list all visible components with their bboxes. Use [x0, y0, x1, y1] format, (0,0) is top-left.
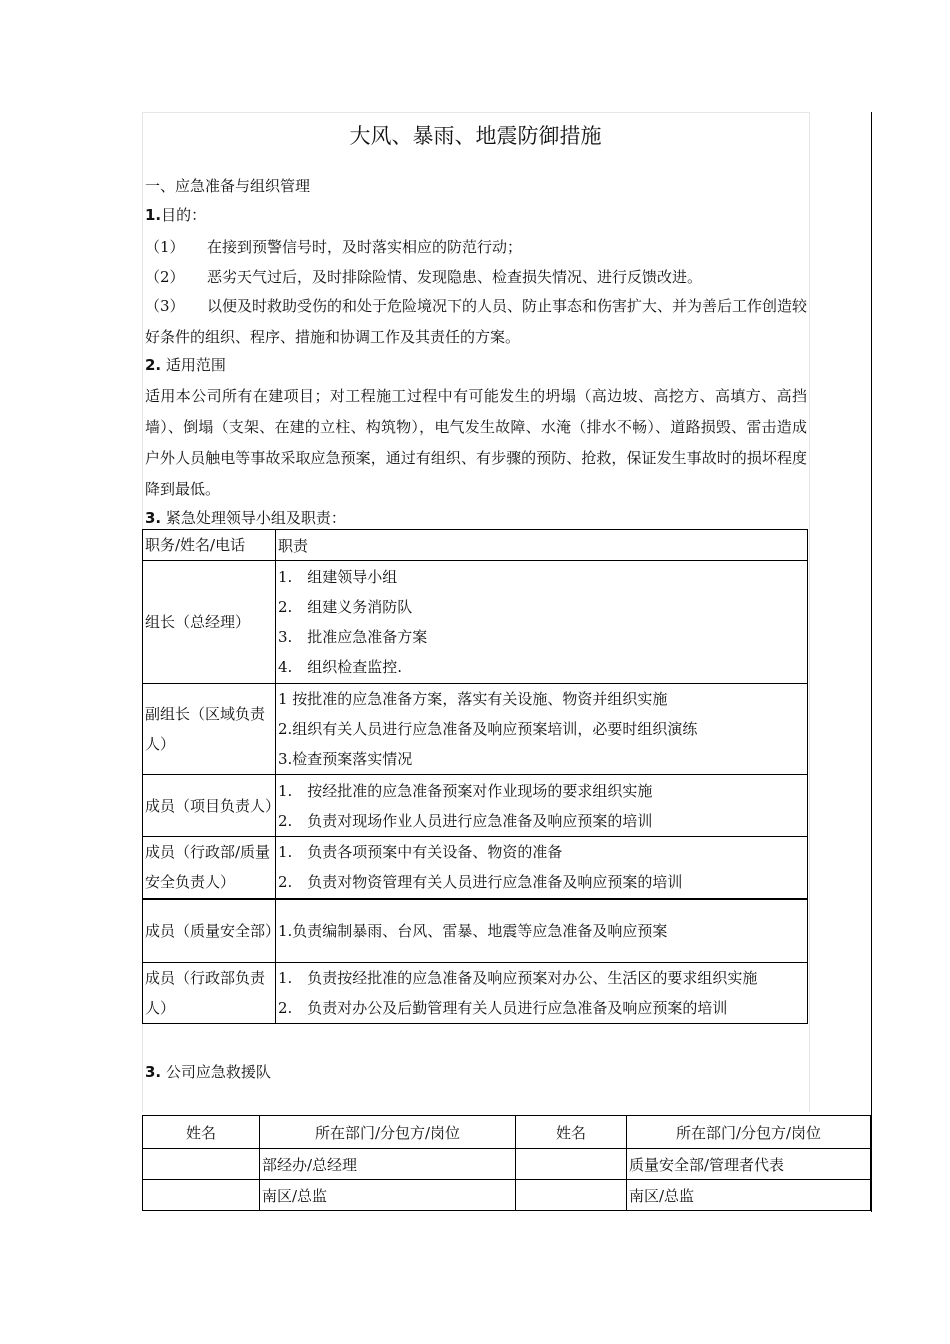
table-header-cell: 姓名: [143, 1116, 260, 1149]
page-edge-line: [871, 112, 872, 1212]
scope-heading: 2. 适用范围: [145, 356, 226, 374]
dept-cell: 南区/总监: [260, 1180, 516, 1211]
duty-item: 3.检查预案落实情况: [278, 750, 413, 768]
purpose-item: （1） 在接到预警信号时，及时落实相应的防范行动；: [145, 238, 523, 256]
leaders-table: [142, 529, 808, 1024]
duties-cell: [276, 775, 808, 837]
duty-item: 4. 组织检查监控.: [278, 658, 403, 676]
table-header-cell: 职责: [276, 530, 808, 561]
page-frame-right: [809, 112, 810, 1112]
role-cell: 成员（质量安全部）: [143, 899, 276, 963]
name-cell: [143, 1149, 260, 1180]
dept-cell: 部经办/总经理: [260, 1149, 516, 1180]
role-cell: 成员（行政部/质量安全负责人）: [143, 837, 276, 899]
duty-item: 1. 负责各项预案中有关设备、物资的准备: [278, 843, 563, 862]
duty-item: 2. 组建义务消防队: [278, 598, 413, 616]
duties-cell: [276, 561, 808, 684]
name-cell: [143, 1180, 260, 1211]
duty-item: 1. 按经批准的应急准备预案对作业现场的要求组织实施: [278, 781, 653, 800]
role-cell: 成员（项目负责人）: [143, 775, 276, 837]
duty-item: 1. 负责按经批准的应急准备及响应预案对办公、生活区的要求组织实施: [278, 969, 758, 987]
role-cell: 成员（行政部负责人）: [143, 963, 276, 1024]
purpose-item: （3） 以便及时救助受伤的和处于危险境况下的人员、防止事态和伤害扩大、并为善后工作创造较好条件的组织、程序、措施和协调工作及其责任的方案。: [145, 297, 808, 346]
dept-cell: 质量安全部/管理者代表: [627, 1149, 871, 1180]
table-row: [143, 561, 808, 684]
table-header-cell: 所在部门/分包方/岗位: [260, 1116, 516, 1149]
table-row: [143, 899, 808, 963]
duty-item: 3. 批准应急准备方案: [278, 628, 428, 646]
role-cell: 组长（总经理）: [143, 561, 276, 684]
table-row: [143, 963, 808, 1024]
table-header-cell: 所在部门/分包方/岗位: [627, 1116, 871, 1149]
team-heading: 3. 公司应急救援队: [145, 1063, 271, 1081]
duty-item: 1. 组建领导小组: [278, 568, 398, 586]
leaders-heading: 3. 紧急处理领导小组及职责：: [145, 509, 346, 527]
purpose-heading: 1.目的：: [145, 206, 207, 224]
duty-item: 2.组织有关人员进行应急准备及响应预案培训，必要时组织演练: [278, 720, 698, 738]
table-header-row: [143, 1116, 871, 1149]
duties-cell: [276, 899, 808, 963]
name-cell: [516, 1149, 627, 1180]
table-header-cell: 姓名: [516, 1116, 627, 1149]
duty-item: 2. 负责对办公及后勤管理有关人员进行应急准备及响应预案的培训: [278, 999, 728, 1017]
dept-cell: 南区/总监: [627, 1180, 871, 1211]
table-row: [143, 1180, 871, 1211]
purpose-item: （2） 恶劣天气过后，及时排除险情、发现隐患、检查损失情况、进行反馈改进。: [145, 268, 703, 286]
table-row: [143, 775, 808, 837]
table-header-cell: 职务/姓名/电话: [143, 530, 276, 561]
name-cell: [516, 1180, 627, 1211]
role-cell: 副组长（区域负责人）: [143, 684, 276, 775]
duties-cell: [276, 684, 808, 775]
table-row: [143, 684, 808, 775]
duty-item: 2. 负责对物资管理有关人员进行应急准备及响应预案的培训: [278, 873, 683, 892]
table-row: [143, 837, 808, 899]
duty-item: 1 按批准的应急准备方案，落实有关设施、物资并组织实施: [278, 690, 668, 708]
scope-text: 适用本公司所有在建项目；对工程施工过程中有可能发生的坍塌（高边坡、高挖方、高填方、高挡墙）、倒塌（支架、在建的立柱、构筑物），电气发生故障、水淹（排水不畅）、道路损毁、雷击造成户外人员触电等事故采取应急预案，通过有组织、有步骤的预防、抢救，保证发生事故时的损坏程度降到最低。: [145, 387, 807, 498]
duty-item: 1.负责编制暴雨、台风、雷暴、地震等应急准备及响应预案: [278, 921, 668, 940]
duties-cell: [276, 963, 808, 1024]
section-heading: 一、应急准备与组织管理: [145, 177, 311, 195]
document-title: 大风、暴雨、地震防御措施: [349, 124, 602, 148]
table-header-row: [143, 530, 808, 561]
page-frame-top: [142, 112, 809, 113]
duty-item: 2. 负责对现场作业人员进行应急准备及响应预案的培训: [278, 811, 653, 830]
team-table: [142, 1115, 871, 1211]
duties-cell: [276, 837, 808, 899]
table-row: [143, 1149, 871, 1180]
